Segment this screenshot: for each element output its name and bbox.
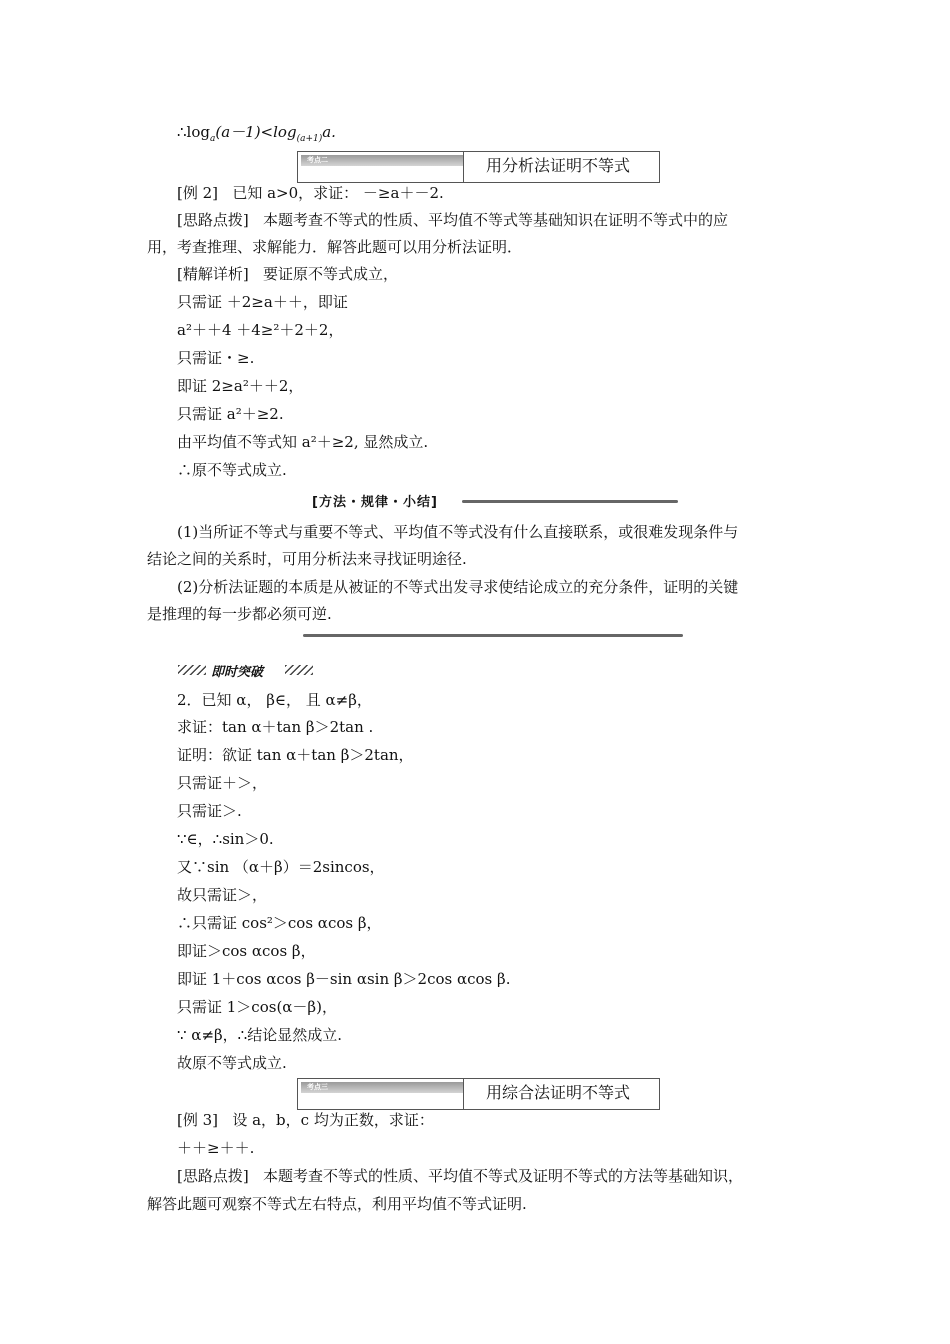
step-line: a²＋＋4 ＋4≥²＋2＋2， — [177, 321, 344, 339]
hint-label: [思路点拨] — [177, 211, 249, 229]
hint-3-line-2: 解答此题可观察不等式左右特点，利用平均值不等式证明. — [147, 1195, 527, 1213]
log-arg: a. — [322, 123, 336, 141]
example-2-line — [177, 183, 444, 203]
section-header-2 — [297, 151, 660, 183]
quick-line: 只需证＋＞， — [177, 774, 268, 792]
hint-line-2: 用，考查推理、求解能力．解答此题可以用分析法证明． — [147, 238, 523, 256]
section-title-3: 用综合法证明不等式 — [486, 1083, 631, 1102]
quick-line: ∵∈，∴sin＞0. — [177, 830, 274, 848]
method-title-bar — [462, 500, 678, 503]
example-label: [例 3] — [177, 1111, 219, 1129]
hint-text: 本题考查不等式的性质、平均值不等式等基础知识在证明不等式中的应 — [263, 211, 729, 229]
hint-3-line-1 — [177, 1166, 743, 1186]
quick-title: 即时突破 — [211, 665, 264, 680]
method-p2-line1: (2)分析法证题的本质是从被证的不等式出发寻求使结论成立的充分条件，证明的关键 — [177, 578, 739, 596]
quick-line: 证明：欲证 tan α＋tan β＞2tan， — [177, 746, 414, 764]
section-tag-2 — [301, 155, 464, 166]
hatch-decoration-right — [285, 665, 313, 675]
step-line: 只需证・≥. — [177, 349, 255, 367]
log-base-2: (a+1) — [296, 134, 323, 144]
method-bottom-bar — [303, 634, 683, 637]
section-tag-3 — [301, 1082, 464, 1093]
section-tag-label: 考点二 — [307, 156, 328, 164]
quick-line: 求证：tan α＋tan β＞2tan . — [177, 718, 374, 736]
example-3-line — [177, 1110, 434, 1130]
step-line: 只需证 a²＋≥2. — [177, 405, 284, 423]
example-statement: 设 a，b，c 均为正数，求证： — [232, 1111, 434, 1129]
quick-line: 故只需证＞， — [177, 886, 268, 904]
divider — [463, 152, 464, 182]
log-text: ∴log — [177, 123, 210, 141]
hint-label: [思路点拨] — [177, 1167, 249, 1185]
hint-line-1 — [177, 210, 728, 230]
quick-line: ∴只需证 cos²＞cos αcos β， — [177, 914, 382, 932]
quick-line: ∵ α≠β，∴结论显然成立. — [177, 1026, 342, 1044]
section-title-2: 用分析法证明不等式 — [486, 156, 631, 175]
step-line: 只需证 ＋2≥a＋＋，即证 — [177, 293, 348, 311]
hint-text: 本题考查不等式的性质、平均值不等式及证明不等式的方法等基础知识， — [263, 1167, 744, 1185]
conclusion-line — [177, 122, 336, 149]
quick-line: 只需证 1＞cos(α－β)， — [177, 998, 337, 1016]
quick-line: 故原不等式成立. — [177, 1054, 287, 1072]
quick-line: 即证 1＋cos αcos β－sin αsin β＞2cos αcos β. — [177, 970, 511, 988]
section-header-3 — [297, 1078, 660, 1110]
quick-line: 即证＞cos αcos β， — [177, 942, 316, 960]
divider — [463, 1079, 464, 1109]
step-line: 由平均值不等式知 a²＋≥2, 显然成立. — [177, 433, 429, 451]
solution-label: [精解详析] — [177, 265, 249, 283]
quick-line: 又∵sin （α＋β）＝2sincos， — [177, 858, 385, 876]
quick-line: 2．已知 α， β∈， 且 α≠β， — [177, 691, 372, 709]
step-line: 即证 2≥a²＋＋2， — [177, 377, 304, 395]
log-mid: (a－1)<log — [215, 123, 297, 141]
solution-intro: 要证原不等式成立， — [263, 265, 399, 283]
log-base: a — [209, 134, 216, 144]
example-statement: 已知 a>0，求证： －≥a＋－2. — [232, 184, 444, 202]
quick-line: 只需证＞. — [177, 802, 242, 820]
hatch-decoration-left — [178, 665, 206, 675]
method-p1-line2: 结论之间的关系时，可用分析法来寻找证明途径. — [147, 550, 467, 568]
solution-line — [177, 264, 398, 284]
method-title: [方法・规律・小结] — [312, 495, 438, 510]
section-tag-label: 考点三 — [307, 1083, 328, 1091]
step-line: ∴原不等式成立. — [177, 461, 287, 479]
example-3-formula: ＋＋≥＋＋. — [177, 1139, 255, 1157]
example-label: [例 2] — [177, 184, 219, 202]
method-p1-line1: (1)当所证不等式与重要不等式、平均值不等式没有什么直接联系，或很难发现条件与 — [177, 523, 739, 541]
method-p2-line2: 是推理的每一步都必须可逆. — [147, 605, 332, 623]
